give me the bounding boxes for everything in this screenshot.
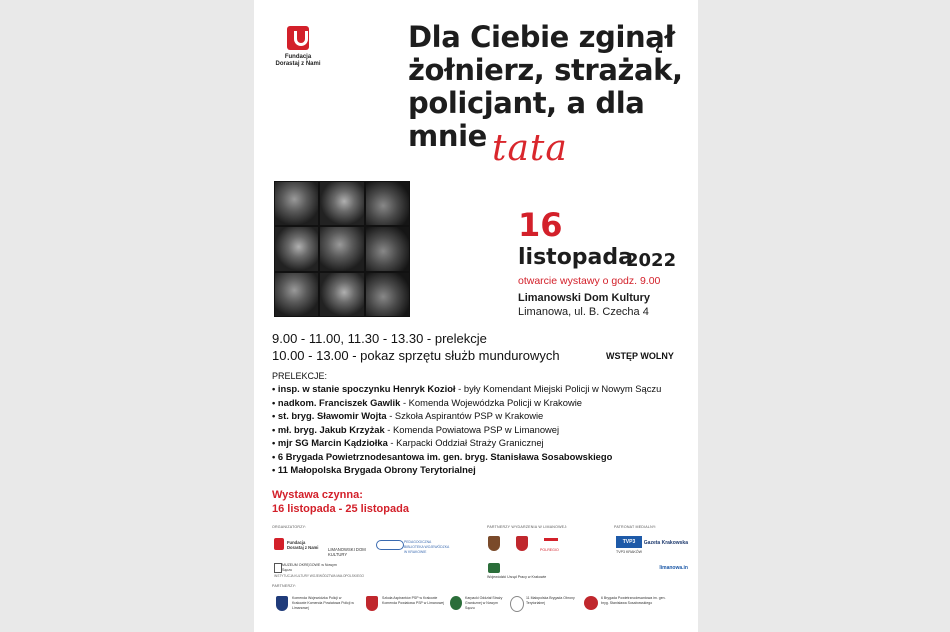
poster	[254, 0, 698, 632]
headline-line: mnie	[408, 119, 487, 153]
territorial-defence-badge-icon	[510, 596, 524, 612]
partners-label: PARTNERZY:	[272, 584, 297, 588]
schedule-line: 9.00 - 11.00, 11.30 - 13.30 - prelekcje	[272, 331, 487, 346]
media-logo: TVP3 KRAKÓW	[616, 550, 642, 554]
police-badge-icon	[276, 596, 288, 611]
free-entry-label: WSTĘP WOLNY	[606, 351, 674, 361]
county-coat-of-arms-icon	[516, 536, 528, 551]
organizer-logo: MUZEUM OKRĘGOWE w Nowym Sączu	[282, 563, 337, 572]
airborne-brigade-badge-icon	[584, 596, 598, 610]
organizer-logo: LIMANOWSKI DOM KULTURY	[328, 547, 366, 557]
partner-logo: POLREGIO	[540, 548, 559, 552]
venue-name: Limanowski Dom Kultury	[518, 292, 651, 304]
foundation-logo-icon	[287, 26, 309, 50]
tvp3-logo-icon: TVP3	[616, 536, 642, 548]
opening-time: otwarcie wystawy o godz. 9.00	[518, 275, 661, 287]
photo	[366, 227, 409, 270]
list-item: • st. bryg. Sławomir Wojta - Szkoła Aspirantów PSP w Krakowie	[272, 410, 544, 421]
photo	[275, 182, 318, 225]
photo	[366, 182, 409, 225]
photo	[320, 182, 363, 225]
event-month: listopada	[518, 245, 633, 270]
border-guard-badge-icon	[450, 596, 462, 610]
media-logo: limanowa.in	[659, 565, 688, 571]
partner-logo: Karpacki Oddział Straży Granicznej w Nowym Sączu	[465, 596, 503, 610]
event-year: 2022	[626, 250, 677, 271]
media-logo: Gazeta Krakowska	[643, 540, 688, 546]
partner-logo: Wojewódzki Urząd Pracy w Krakowie	[487, 575, 547, 579]
media-patrons-label: PATRONAT MEDIALNY:	[614, 525, 657, 529]
photo	[275, 227, 318, 270]
organizer-logo: INSTYTUCJA KULTURY WOJEWÓDZTWA MAŁOPOLSKIEGO	[274, 574, 365, 578]
event-partners-label: PARTNERZY WYDARZENIA W LIMANOWEJ:	[487, 525, 568, 529]
list-item: • nadkom. Franciszek Gawlik - Komenda Wojewódzka Policji w Krakowie	[272, 396, 583, 408]
headline-line: policjant, a dla	[408, 86, 645, 120]
headline-line: Dla Ciebie zginął	[408, 20, 675, 54]
limanowa-coat-of-arms-icon	[488, 536, 500, 551]
foundation-logo-icon	[274, 538, 284, 550]
partner-logo: Szkoła Aspirantów PSP w Krakowie Komenda Powiatowa PSP w Limanowej	[382, 596, 444, 605]
partner-logo: 11 Małopolska Brygada Obrony Terytorialnej	[526, 596, 575, 605]
organizers-label: ORGANIZATORZY:	[272, 525, 307, 529]
lectures-heading: PRELEKCJE:	[272, 371, 328, 381]
fire-service-badge-icon	[366, 596, 378, 611]
list-item: • 11 Małopolska Brygada Obrony Terytorialnej	[272, 464, 476, 475]
list-item: • mjr SG Marcin Kądziołka - Karpacki Oddział Straży Granicznej	[272, 437, 544, 448]
list-item: • mł. bryg. Jakub Krzyżak - Komenda Powiatowa PSP w Limanowej	[272, 423, 560, 435]
venue-address: Limanowa, ul. B. Czecha 4	[518, 306, 649, 318]
schedule-line: 10.00 - 13.00 - pokaz sprzętu służb mundurowych	[272, 348, 560, 363]
list-item: • 6 Brygada Powietrznodesantowa im. gen. bryg. Stanisława Sosabowskiego	[272, 450, 613, 462]
headline-accent-word: tata	[492, 128, 568, 169]
organizer-logo: PEDAGOGICZNA BIBLIOTEKA WOJEWÓDZKA W KRAKOWIE	[404, 540, 450, 554]
list-item: • insp. w stanie spoczynku Henryk Kozioł - były Komendant Miejski Policji w Nowym Sączu	[272, 383, 662, 394]
organizer-logo: Fundacja Dorastaj z Nami	[287, 540, 319, 550]
foundation-logo-text: Fundacja Dorastaj z Nami	[275, 54, 321, 67]
lectures-list	[272, 382, 692, 477]
museum-logo-icon	[274, 563, 282, 573]
headline-line: żołnierz, strażak,	[408, 53, 683, 87]
library-logo-icon	[376, 540, 404, 550]
photo	[275, 273, 318, 316]
labour-office-logo-icon	[488, 563, 500, 573]
partner-logo: Komenda Wojewódzka Policji w Krakowie Komenda Powiatowa Policji w Limanowej	[292, 596, 354, 610]
photo	[320, 273, 363, 316]
partner-logo: 6 Brygada Powietrznodesantowa im. gen. bryg. Stanisława Sosabowskiego	[601, 596, 666, 605]
photo	[366, 273, 409, 316]
event-day: 16	[518, 206, 563, 244]
photo	[320, 227, 363, 270]
photo-collage	[274, 181, 410, 317]
exhibition-dates: Wystawa czynna: 16 listopada - 25 listopada	[272, 489, 409, 515]
